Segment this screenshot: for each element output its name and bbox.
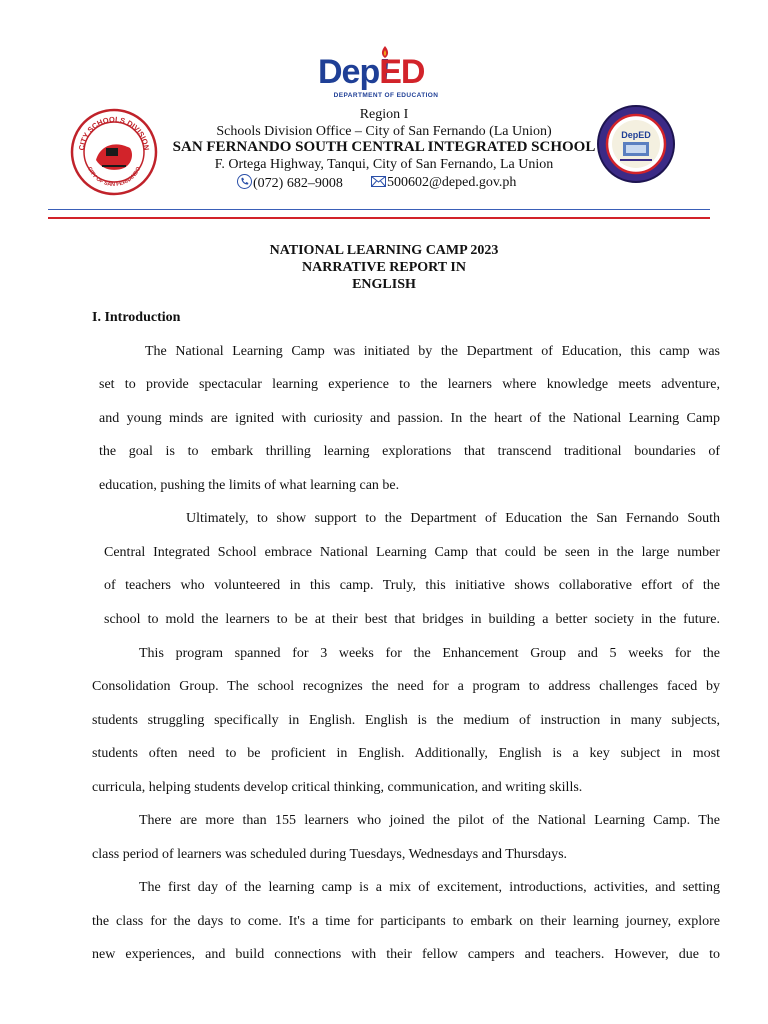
body-line: Consolidation Group. The school recognizes the need for a program to address challenges faced by bbox=[92, 679, 720, 694]
mail-icon bbox=[371, 175, 386, 188]
contact-phone bbox=[237, 174, 343, 193]
body-line: This program spanned for 3 weeks for the Enhancement Group and 5 weeks for the bbox=[139, 646, 720, 661]
report-title-line-1: NATIONAL LEARNING CAMP 2023 bbox=[269, 243, 499, 258]
body-line: There are more than 155 learners who joined the pilot of the National Learning Camp. The bbox=[139, 813, 720, 828]
contact-phone-number: (072) 682–9008 bbox=[253, 176, 343, 191]
report-title-line-2: NARRATIVE REPORT IN bbox=[302, 260, 466, 275]
body-line: The National Learning Camp was initiated by the Department of Education, this camp was bbox=[145, 344, 720, 359]
body-line: Ultimately, to show support to the Department of Education the San Fernando South bbox=[186, 511, 720, 526]
body-line: school to mold the learners to be at their best that bridges in building a better society in the future. bbox=[104, 612, 720, 627]
body-line: the goal is to embark thrilling learning explorations that transcend traditional boundaries of bbox=[99, 444, 720, 459]
header-division: Schools Division Office – City of San Fernando (La Union) bbox=[216, 124, 552, 139]
body-line: of teachers who volunteered in this camp. Truly, this initiative shows collaborative effort of the bbox=[104, 578, 720, 593]
seal-right-text: DepED bbox=[621, 130, 651, 140]
seal-left-bottom-text: CITY OF SAN FERNANDO bbox=[85, 166, 143, 189]
seal-left-top-text: CITY SCHOOLS DIVISION bbox=[76, 114, 152, 151]
header-divider-red bbox=[48, 217, 710, 219]
body-line: class period of learners was scheduled during Tuesdays, Wednesdays and Thursdays. bbox=[92, 847, 568, 862]
body-line: Central Integrated School embrace National Learning Camp that could be seen in the large number bbox=[104, 545, 720, 560]
header-address: F. Ortega Highway, Tanqui, City of San Fernando, La Union bbox=[214, 157, 554, 172]
body-line: the class for the days to come. It's a time for participants to embark on their learning journey, explore bbox=[92, 914, 720, 929]
deped-wordmark: DepED bbox=[318, 53, 425, 91]
contact-email-address: 500602@deped.gov.ph bbox=[387, 175, 517, 190]
deped-subtitle: DEPARTMENT OF EDUCATION bbox=[333, 92, 439, 99]
header-region: Region I bbox=[359, 107, 409, 122]
header-school-name: SAN FERNANDO SOUTH CENTRAL INTEGRATED SCHOOL bbox=[172, 139, 596, 155]
body-line: education, pushing the limits of what learning can be. bbox=[99, 478, 400, 493]
deped-logo bbox=[318, 44, 452, 104]
header-divider-blue bbox=[48, 209, 710, 210]
body-line: students often need to be proficient in English. Additionally, English is a key subject in most bbox=[92, 746, 720, 761]
contact-email bbox=[371, 174, 516, 192]
body-line: and young minds are ignited with curiosity and passion. In the heart of the National Learning Camp bbox=[99, 411, 720, 426]
body-line: curricula, helping students develop critical thinking, communication, and writing skills. bbox=[92, 780, 583, 795]
body-line: The first day of the learning camp is a mix of excitement, introductions, activities, and setting bbox=[139, 880, 720, 895]
section-heading-introduction: I. Introduction bbox=[92, 310, 181, 325]
body-line: set to provide spectacular learning experience to the learners where knowledge meets adventure, bbox=[99, 377, 720, 392]
header-contact bbox=[0, 174, 768, 192]
report-title-line-3: ENGLISH bbox=[352, 277, 416, 292]
phone-icon bbox=[237, 174, 252, 189]
body-line: new experiences, and build connections with their fellow campers and teachers. However, due to bbox=[92, 947, 720, 962]
body-line: students struggling specifically in English. English is the medium of instruction in many subjects, bbox=[92, 713, 720, 728]
